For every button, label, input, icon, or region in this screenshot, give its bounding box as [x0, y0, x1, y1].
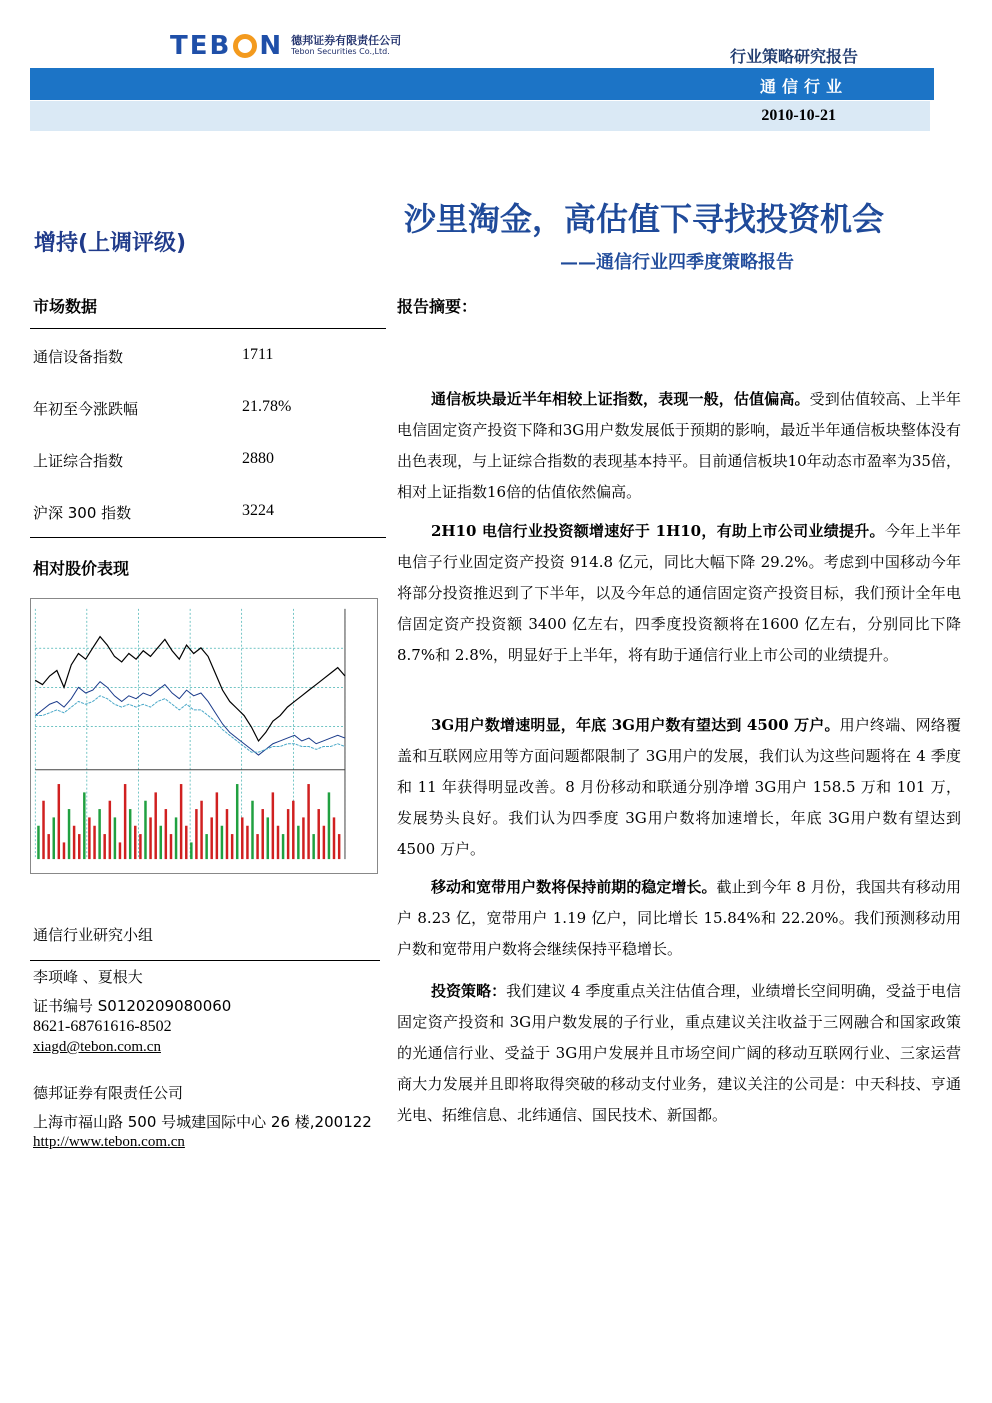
- chart-volume-bar: [328, 792, 330, 859]
- chart-volume-bar: [78, 834, 80, 859]
- chart-volume-bar: [226, 809, 228, 859]
- chart-volume-bar: [251, 801, 253, 859]
- chart-volume-bar: [83, 792, 85, 859]
- team-name: 通信行业研究小组: [33, 926, 154, 944]
- chart-volume-bar: [114, 817, 116, 859]
- chart-volume-bar: [170, 834, 172, 859]
- chart-volume-bar: [109, 801, 111, 859]
- chart-volume-bar: [287, 809, 289, 859]
- paragraph-body: 今年上半年电信子行业固定资产投资 914.8 亿元，同比大幅下降 29.2%。考虑到中国移动今年将部分投资推迟到了下半年，以及今年总的通信固定资产投资目标，我们预计全年电信固定资产投资额 3400 亿左右，四季度投资额将在1600 亿左右，分别同比下降 8.7%和 2.8%，明显好于上半年，将有助于通信行业上市公司的业绩提升。: [397, 522, 961, 664]
- chart-volume-bar: [37, 826, 39, 859]
- relative-performance-heading: 相对股价表现: [33, 559, 130, 578]
- chart-volume-bar: [302, 817, 304, 859]
- chart-volume-bar: [236, 784, 238, 859]
- chart-volume-bar: [165, 809, 167, 859]
- market-row-label: 年初至今涨跌幅: [33, 400, 139, 418]
- chart-volume-bar: [312, 834, 314, 859]
- company-logo: [170, 32, 401, 60]
- market-row: [33, 502, 383, 523]
- chart-volume-bar: [221, 826, 223, 859]
- chart-volume-bar: [216, 792, 218, 859]
- paragraph-lead: 移动和宽带用户数将保持前期的稳定增长。: [431, 878, 717, 896]
- report-subtitle: ——通信行业四季度策略报告: [560, 252, 794, 273]
- chart-volume-bar: [267, 817, 269, 859]
- chart-volume-bar: [277, 826, 279, 859]
- summary-paragraph: [397, 516, 961, 671]
- industry-label: 通信行业: [759, 77, 848, 96]
- market-row: [33, 450, 383, 471]
- chart-volume-bar: [297, 826, 299, 859]
- chart-volume-bar: [333, 817, 335, 859]
- logo-word-part: TEB: [170, 31, 232, 61]
- logo-chinese-name: 德邦证券有限责任公司: [291, 34, 402, 47]
- chart-volume-bar: [103, 834, 105, 859]
- chart-volume-bar: [317, 809, 319, 859]
- phone-number: 8621-68761616-8502: [33, 1018, 172, 1035]
- market-row-value: 2880: [242, 450, 274, 467]
- market-row-value: 3224: [242, 502, 274, 519]
- chart-volume-bar: [231, 834, 233, 859]
- market-row-value: 1711: [242, 346, 274, 363]
- paragraph-lead: 投资策略：: [431, 982, 507, 1000]
- market-data-heading: 市场数据: [33, 297, 98, 316]
- summary-heading: 报告摘要：: [397, 297, 478, 316]
- chart-volume-bar: [129, 809, 131, 859]
- chart-volume-bar: [134, 826, 136, 859]
- chart-volume-bar: [68, 809, 70, 859]
- company-name: 德邦证券有限责任公司: [33, 1084, 184, 1102]
- chart-volume-bar: [93, 826, 95, 859]
- market-row: [33, 346, 383, 367]
- chart-volume-bar: [154, 792, 156, 859]
- chart-volume-bar: [200, 801, 202, 859]
- chart-volume-bar: [272, 792, 274, 859]
- chart-volume-bar: [58, 784, 60, 859]
- chart-volume-bar: [88, 817, 90, 859]
- summary-paragraph: [397, 976, 961, 1131]
- chart-volume-bar: [73, 826, 75, 859]
- relative-performance-chart: [30, 598, 378, 874]
- chart-volume-bar: [195, 809, 197, 859]
- paragraph-lead: 3G用户数增速明显，年底 3G用户数有望达到 4500 万户。: [431, 716, 840, 734]
- chart-volume-bar: [338, 834, 340, 859]
- chart-volume-bar: [149, 817, 151, 859]
- chart-volume-bar: [119, 842, 121, 859]
- chart-volume-bar: [63, 842, 65, 859]
- chart-volume-bar: [185, 826, 187, 859]
- report-type: 行业策略研究报告: [729, 47, 858, 66]
- paragraph-body: 我们建议 4 季度重点关注估值合理，业绩增长空间明确，受益于电信固定资产投资和 3G用户数发展的子行业，重点建议关注收益于三网融合和国家政策的光通信行业、受益于 3G用户发展并且市场空间广阔的移动互联网行业、三家运营商大力发展并且即将取得突破的移动支付业务，建议关注的公司是：中天科技、亨通光电、拓维信息、北纬通信、国民技术、新国都。: [397, 982, 961, 1124]
- divider: [30, 960, 380, 961]
- chart-volume-bar: [190, 842, 192, 859]
- divider: [30, 328, 386, 329]
- chart-volume-bar: [180, 784, 182, 859]
- chart-volume-bar: [175, 817, 177, 859]
- chart-volume-bar: [241, 817, 243, 859]
- report-date: 2010-10-21: [761, 107, 836, 124]
- report-title: 沙里淘金，高估值下寻找投资机会: [404, 200, 885, 238]
- logo-subtext: [291, 35, 401, 57]
- chart-volume-bar: [98, 809, 100, 859]
- paragraph-lead: 通信板块最近半年相较上证指数，表现一般，估值偏高。: [431, 390, 810, 408]
- date-bar: [30, 101, 930, 131]
- rating-label: 增持(上调评级): [34, 231, 187, 256]
- industry-bar: [30, 68, 934, 100]
- chart-volume-bar: [124, 784, 126, 859]
- market-row-label: 沪深 300 指数: [33, 504, 132, 522]
- chart-volume-bar: [282, 834, 284, 859]
- analyst-names: 李项峰 、夏根大: [33, 968, 143, 986]
- chart-volume-bar: [47, 834, 49, 859]
- summary-paragraph: [397, 384, 961, 508]
- paragraph-lead: 2H10 电信行业投资额增速好于 1H10，有助上市公司业绩提升。: [431, 522, 885, 540]
- website-link[interactable]: http://www.tebon.com.cn: [33, 1134, 185, 1150]
- email-link[interactable]: xiagd@tebon.com.cn: [33, 1039, 161, 1055]
- chart-volume-bar: [261, 809, 263, 859]
- chart-volume-bar: [210, 817, 212, 859]
- chart-volume-bar: [160, 826, 162, 859]
- chart-volume-bar: [307, 784, 309, 859]
- paragraph-body: 截止到今年 8 月份，我国共有移动用户 8.23 亿，宽带用户 1.19 亿户，同比增长 15.84%和 22.20%。我们预测移动用户数和宽带用户数将会继续保持平稳增长。: [397, 878, 961, 958]
- summary-paragraph: [397, 872, 961, 965]
- logo-o-icon: [233, 34, 257, 58]
- chart-volume-bar: [139, 834, 141, 859]
- certificate-number: 证书编号 S0120209080060: [33, 997, 232, 1015]
- paragraph-body: 受到估值较高、上半年电信固定资产投资下降和3G用户数发展低于预期的影响，最近半年通信板块整体没有出色表现，与上证综合指数的表现基本持平。目前通信板块10年动态市盈率为35倍，相对上证指数16倍的估值依然偏高。: [397, 390, 961, 501]
- market-row-label: 上证综合指数: [33, 452, 124, 470]
- logo-english-name: Tebon Securities Co.,Ltd.: [291, 47, 390, 56]
- logo-word-part: N: [259, 31, 284, 61]
- paragraph-body: 用户终端、网络覆盖和互联网应用等方面问题都限制了 3G用户的发展，我们认为这些问题将在 4 季度和 11 年获得明显改善。8 月份移动和联通分别净增 3G用户 158.5 万和 101 万，发展势头良好。我们认为四季度 3G用户数将加速增长，年底 3G用户数有望达到 4500 万户。: [397, 716, 961, 858]
- market-row-label: 通信设备指数: [33, 348, 124, 366]
- chart-volume-bar: [53, 817, 55, 859]
- company-address: 上海市福山路 500 号城建国际中心 26 楼,200122: [33, 1113, 372, 1131]
- chart-volume-bar: [323, 826, 325, 859]
- chart-volume-bar: [246, 826, 248, 859]
- market-row: [33, 398, 383, 419]
- chart-volume-bar: [42, 801, 44, 859]
- chart-volume-bar: [144, 801, 146, 859]
- summary-paragraph: [397, 710, 961, 865]
- chart-volume-bar: [256, 834, 258, 859]
- logo-wordmark: [170, 31, 283, 61]
- chart-volume-bar: [205, 834, 207, 859]
- divider: [30, 537, 386, 538]
- chart-volume-bar: [292, 801, 294, 859]
- market-row-value: 21.78%: [242, 398, 292, 415]
